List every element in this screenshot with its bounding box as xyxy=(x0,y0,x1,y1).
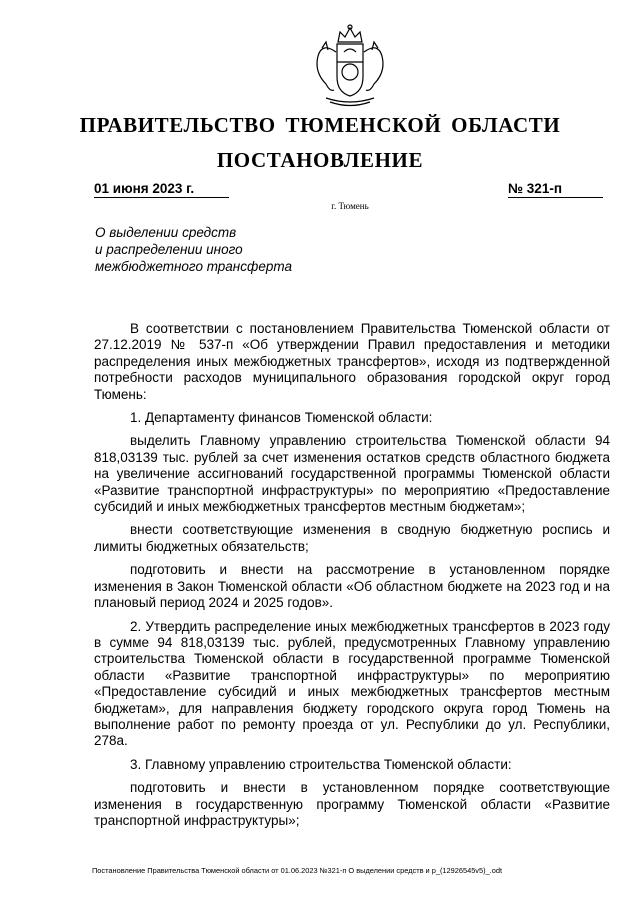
document-date: 01 июня 2023 г. xyxy=(94,181,229,198)
clause-paragraph: внести соответствующие изменения в сводную бюджетную роспись и лимиты бюджетных обязательств; xyxy=(94,522,610,554)
clause-paragraph: 3. Главному управлению строительства Тюменской области: xyxy=(130,756,512,772)
subject-line: и распределении иного xyxy=(95,242,243,257)
government-title: ПРАВИТЕЛЬСТВО ТЮМЕНСКОЙ ОБЛАСТИ xyxy=(79,113,561,137)
document-footer: Постановление Правительства Тюменской области от 01.06.2023 №321-п О выделении средств и р_(12926545v5)_.odt xyxy=(92,866,503,875)
clause-paragraph: 2. Утвердить распределение иных межбюджетных трансфертов в 2023 году в сумме 94 818,03139 тыс. рублей, предусмотренных Главному управлению строительства Тюменской области в государственной программе Тюменской области «Развитие транспортной инфраструктуры» по мероприятию «Предоставление субсидий и иных межбюджетных трансфертов местным бюджетам», для направления бюджету городского округа город Тюмень на выполнение работ по ремонту проезда от ул. Республики до ул. Республики, 278а. xyxy=(94,618,610,749)
preamble-paragraph: В соответствии с постановлением Правительства Тюменской области от 27.12.2019 № 537-п «Об утверждении Правил предоставления и методики распределения иных межбюджетных трансфертов», исходя из подтвержденной потребности расходов муниципального образования городской округ город Тюмень: xyxy=(94,321,610,402)
clause-paragraph: 1. Департаменту финансов Тюменской области: xyxy=(130,410,433,426)
subject-line: межбюджетного трансферта xyxy=(95,259,293,274)
document-body xyxy=(94,321,610,836)
document-subject xyxy=(95,224,355,275)
document-number: № 321-п xyxy=(508,181,603,198)
document-type: ПОСТАНОВЛЕНИЕ xyxy=(216,148,424,172)
subject-line: О выделении средств xyxy=(95,225,237,240)
clause-paragraph: выделить Главному управлению строительства Тюменской области 94 818,03139 тыс. рублей за счет изменения остатков средств областного бюджета на увеличение ассигнований государственной программы Тюменской области «Развитие транспортной инфраструктуры» по мероприятию «Предоставление субсидий и иных межбюджетных трансфертов местным бюджетам»; xyxy=(94,433,610,515)
issue-city: г. Тюмень xyxy=(331,201,369,211)
clause-paragraph: подготовить и внести на рассмотрение в установленном порядке изменения в Закон Тюменской области «Об областном бюджете на 2023 год и на плановый период 2024 и 2025 годов». xyxy=(94,562,610,611)
clause-paragraph: подготовить и внести в установленном порядке соответствующие изменения в государственную программу Тюменской области «Развитие транспортной инфраструктуры»; xyxy=(94,780,610,828)
coat-of-arms-icon xyxy=(300,22,400,110)
